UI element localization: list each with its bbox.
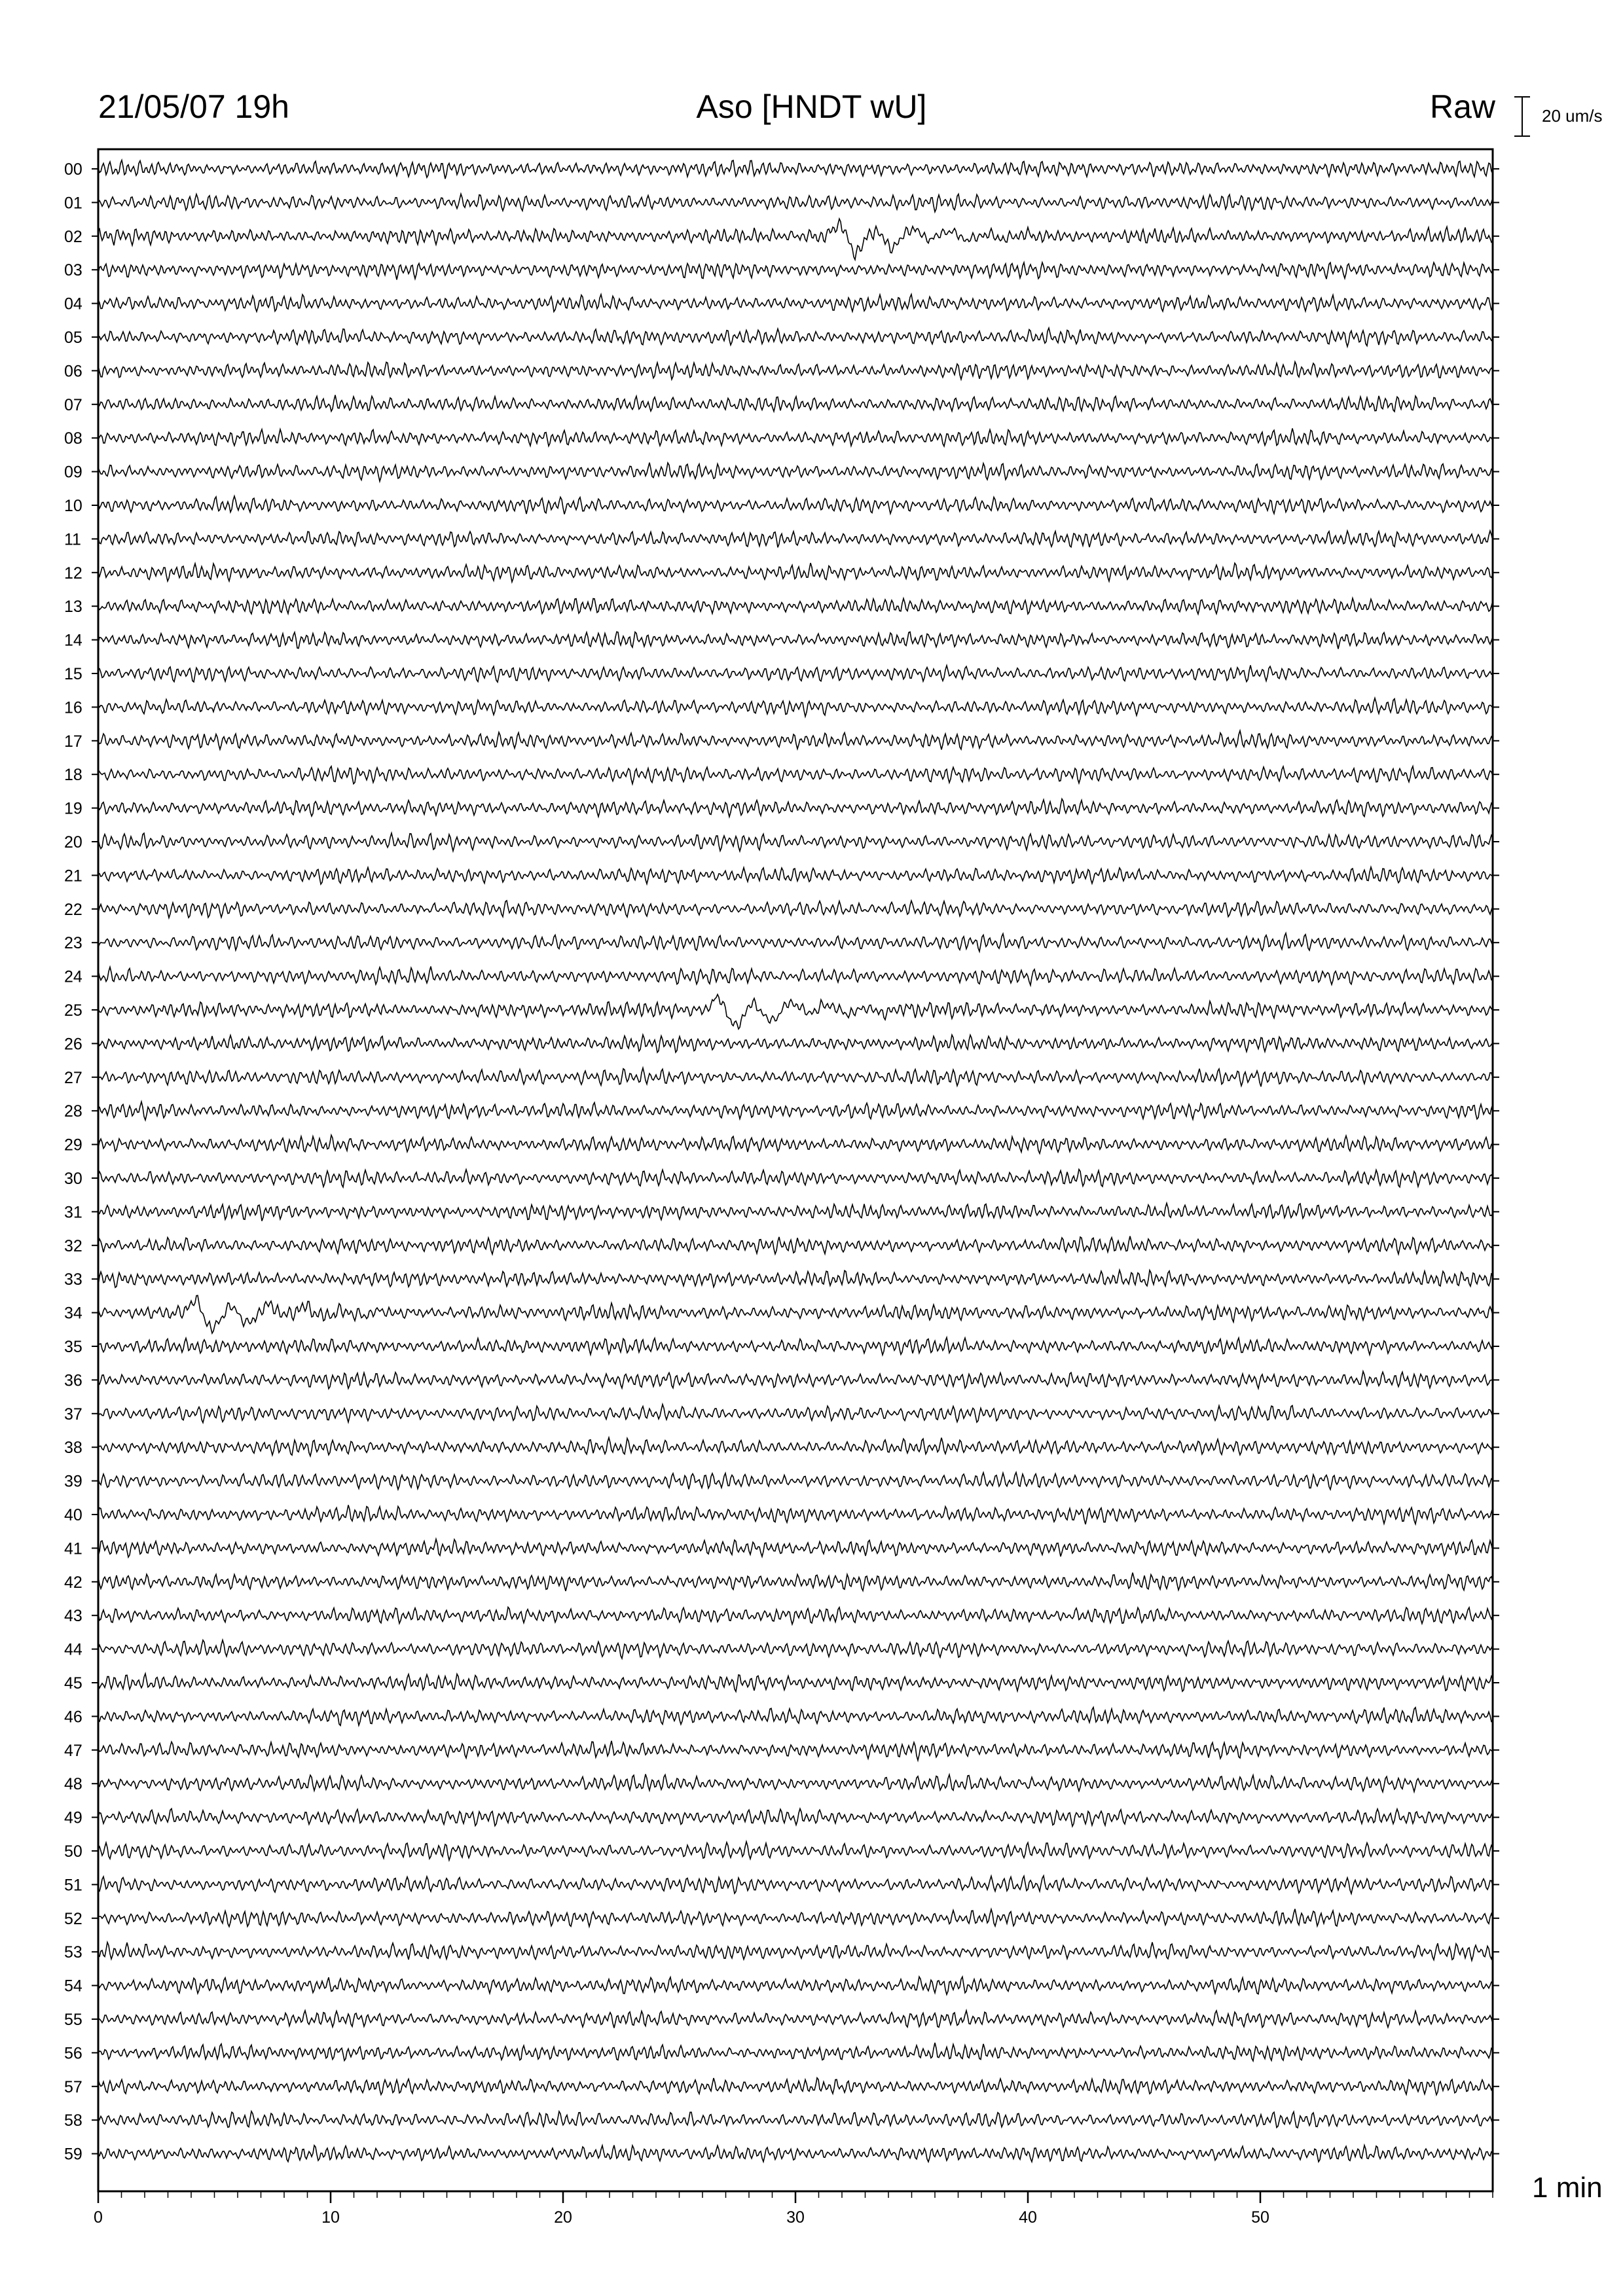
row-label-24: 24 (64, 967, 82, 986)
trace-row-35 (98, 1338, 1493, 1355)
row-label-07: 07 (64, 395, 82, 414)
row-label-36: 36 (64, 1371, 82, 1390)
row-label-46: 46 (64, 1708, 82, 1727)
trace-row-56 (98, 2043, 1493, 2061)
row-label-49: 49 (64, 1808, 82, 1827)
row-label-12: 12 (64, 564, 82, 583)
row-label-23: 23 (64, 934, 82, 953)
trace-row-47 (98, 1741, 1493, 1761)
row-label-03: 03 (64, 261, 82, 280)
trace-row-46 (98, 1708, 1493, 1726)
row-label-48: 48 (64, 1775, 82, 1794)
row-label-26: 26 (64, 1035, 82, 1054)
x-tick-label-50: 50 (1251, 2208, 1269, 2227)
x-tick-label-0: 0 (94, 2208, 103, 2227)
trace-row-40 (98, 1505, 1493, 1524)
x-axis (94, 2191, 1493, 2227)
trace-row-37 (98, 1405, 1493, 1423)
row-label-06: 06 (64, 362, 82, 381)
row-label-29: 29 (64, 1136, 82, 1155)
row-label-40: 40 (64, 1506, 82, 1524)
row-label-47: 47 (64, 1741, 82, 1760)
row-label-25: 25 (64, 1001, 82, 1020)
trace-row-15 (98, 665, 1493, 682)
trace-row-26 (98, 1035, 1493, 1052)
row-label-42: 42 (64, 1573, 82, 1592)
trace-row-03 (98, 262, 1493, 279)
trace-row-44 (98, 1640, 1493, 1659)
trace-row-05 (98, 328, 1493, 346)
trace-row-30 (98, 1170, 1493, 1187)
row-label-31: 31 (64, 1203, 82, 1222)
trace-row-45 (98, 1674, 1493, 1691)
row-label-43: 43 (64, 1607, 82, 1626)
row-label-09: 09 (64, 463, 82, 482)
row-label-59: 59 (64, 2145, 82, 2164)
row-label-17: 17 (64, 732, 82, 751)
row-label-00: 00 (64, 160, 82, 179)
row-label-39: 39 (64, 1472, 82, 1491)
trace-row-39 (98, 1473, 1493, 1490)
scale-bar-label: 20 um/s (1542, 106, 1603, 126)
mode-label: Raw (1429, 88, 1495, 125)
trace-row-12 (98, 563, 1493, 582)
row-label-32: 32 (64, 1236, 82, 1255)
trace-row-01 (98, 194, 1493, 211)
trace-row-25 (98, 994, 1493, 1029)
trace-row-53 (98, 1943, 1493, 1961)
trace-row-52 (98, 1909, 1493, 1927)
row-label-08: 08 (64, 429, 82, 448)
x-tick-label-30: 30 (786, 2208, 805, 2227)
row-label-34: 34 (64, 1304, 82, 1323)
row-label-50: 50 (64, 1842, 82, 1861)
x-tick-label-40: 40 (1019, 2208, 1037, 2227)
trace-row-28 (98, 1102, 1493, 1120)
trace-row-02 (98, 219, 1493, 260)
trace-row-20 (98, 833, 1493, 852)
trace-row-41 (98, 1539, 1493, 1558)
row-label-14: 14 (64, 631, 82, 650)
row-label-20: 20 (64, 833, 82, 852)
trace-row-34 (98, 1295, 1493, 1333)
row-label-15: 15 (64, 665, 82, 683)
row-label-53: 53 (64, 1943, 82, 1962)
row-label-33: 33 (64, 1270, 82, 1289)
row-label-19: 19 (64, 799, 82, 818)
trace-row-51 (98, 1876, 1493, 1893)
trace-row-38 (98, 1438, 1493, 1456)
x-tick-label-10: 10 (321, 2208, 340, 2227)
trace-row-19 (98, 799, 1493, 817)
row-label-35: 35 (64, 1338, 82, 1356)
scale-bar (1514, 97, 1530, 136)
trace-row-59 (98, 2145, 1493, 2162)
trace-row-42 (98, 1573, 1493, 1591)
row-label-45: 45 (64, 1674, 82, 1693)
row-label-21: 21 (64, 867, 82, 886)
trace-row-17 (98, 730, 1493, 749)
trace-row-49 (98, 1808, 1493, 1826)
row-label-10: 10 (64, 497, 82, 515)
trace-row-31 (98, 1203, 1493, 1221)
trace-row-48 (98, 1774, 1493, 1792)
trace-row-13 (98, 598, 1493, 614)
trace-row-32 (98, 1236, 1493, 1255)
row-label-30: 30 (64, 1170, 82, 1188)
row-labels (64, 160, 1499, 2164)
trace-row-00 (98, 160, 1493, 179)
trace-row-22 (98, 901, 1493, 918)
row-label-02: 02 (64, 227, 82, 246)
row-label-58: 58 (64, 2111, 82, 2130)
x-tick-label-20: 20 (554, 2208, 572, 2227)
trace-row-06 (98, 362, 1493, 380)
trace-row-58 (98, 2111, 1493, 2128)
trace-row-11 (98, 531, 1493, 547)
datetime-label: 21/05/07 19h (98, 88, 289, 125)
trace-row-24 (98, 967, 1493, 986)
row-label-22: 22 (64, 900, 82, 919)
row-label-55: 55 (64, 2011, 82, 2029)
station-title: Aso [HNDT wU] (696, 88, 927, 125)
row-label-41: 41 (64, 1539, 82, 1558)
row-label-51: 51 (64, 1876, 82, 1895)
trace-row-09 (98, 463, 1493, 482)
trace-row-21 (98, 867, 1493, 884)
row-label-38: 38 (64, 1439, 82, 1458)
row-label-57: 57 (64, 2077, 82, 2096)
trace-row-04 (98, 295, 1493, 312)
row-label-13: 13 (64, 598, 82, 617)
trace-row-50 (98, 1842, 1493, 1860)
trace-row-43 (98, 1607, 1493, 1624)
trace-row-18 (98, 766, 1493, 784)
trace-row-55 (98, 2011, 1493, 2028)
row-label-11: 11 (64, 530, 81, 549)
trace-row-23 (98, 933, 1493, 952)
row-label-44: 44 (64, 1640, 82, 1659)
trace-row-08 (98, 429, 1493, 446)
row-label-52: 52 (64, 1909, 82, 1928)
row-label-27: 27 (64, 1068, 82, 1087)
row-label-37: 37 (64, 1405, 82, 1424)
trace-row-29 (98, 1135, 1493, 1153)
row-label-05: 05 (64, 329, 82, 347)
x-axis-unit-label: 1 min (1532, 2172, 1603, 2204)
row-label-56: 56 (64, 2044, 82, 2063)
traces (98, 160, 1493, 2162)
trace-row-27 (98, 1068, 1493, 1087)
row-label-16: 16 (64, 698, 82, 717)
row-label-01: 01 (64, 194, 82, 213)
trace-row-54 (98, 1977, 1493, 1994)
trace-row-33 (98, 1270, 1493, 1288)
trace-row-07 (98, 395, 1493, 412)
row-label-18: 18 (64, 766, 82, 785)
trace-row-14 (98, 632, 1493, 649)
row-label-54: 54 (64, 1977, 82, 1996)
trace-row-36 (98, 1371, 1493, 1389)
plot-frame (98, 149, 1493, 2191)
row-label-28: 28 (64, 1102, 82, 1121)
trace-row-57 (98, 2078, 1493, 2095)
trace-row-10 (98, 496, 1493, 514)
row-label-04: 04 (64, 295, 82, 314)
trace-row-16 (98, 698, 1493, 717)
